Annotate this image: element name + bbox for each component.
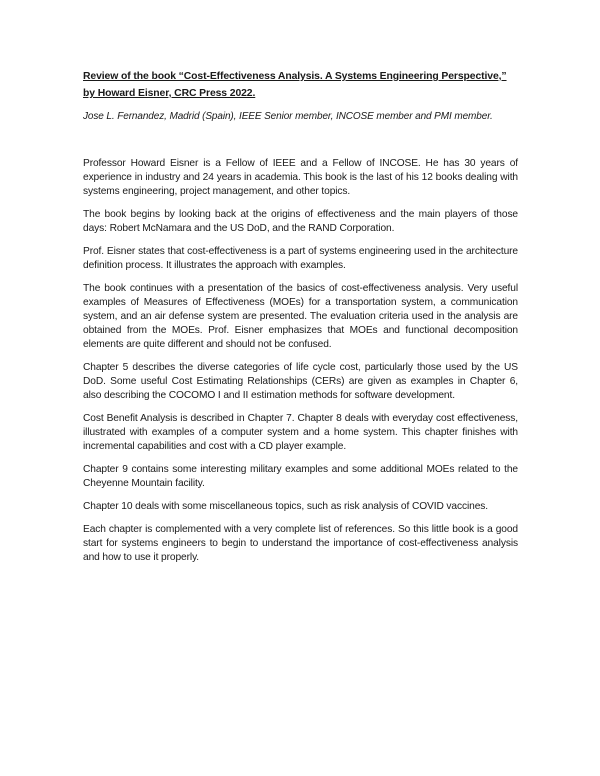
document-title: Review of the book “Cost-Effectiveness Analysis. A Systems Engineering Perspective,” by Howard Eisner, CRC Press 2022.	[83, 71, 507, 99]
paragraph-chapter-10: Chapter 10 deals with some miscellaneous topics, such as risk analysis of COVID vaccines.	[83, 501, 489, 512]
document-page	[83, 68, 518, 574]
paragraph-basics: The book continues with a presentation of the basics of cost-effectiveness analysis. Very useful examples of Measures of Effectiveness (MOEs) for a transportation system, a communication system, and an air defense system are presented. The evaluation criteria used in the analysis are obtained from the MOEs. Prof. Eisner emphasizes that MOEs and functional decomposition elements are quite different and should not be confused.	[83, 283, 518, 350]
paragraph-origins: The book begins by looking back at the origins of effectiveness and the main players of those days: Robert McNamara and the US DoD, and the RAND Corporation.	[83, 209, 518, 234]
paragraph-chapter-9: Chapter 9 contains some interesting military examples and some additional MOEs related to the Cheyenne Mountain facility.	[83, 464, 518, 489]
paragraph-chapter-5: Chapter 5 describes the diverse categories of life cycle cost, particularly those used by the US DoD. Some useful Cost Estimating Relationships (CERs) are given as examples in Chapter 6, also describing the COCOMO I and II estimation methods for software development.	[83, 362, 518, 401]
paragraph-architecture: Prof. Eisner states that cost-effectiveness is a part of systems engineering used in the architecture definition process. It illustrates the approach with examples.	[83, 246, 518, 271]
paragraph-conclusion: Each chapter is complemented with a very complete list of references. So this little book is a good start for systems engineers to begin to understand the importance of cost-effectiveness analysis and how to use it properly.	[83, 524, 518, 563]
paragraph-chapter-7: Cost Benefit Analysis is described in Chapter 7. Chapter 8 deals with everyday cost effectiveness, illustrated with examples of a computer system and a home system. This chapter finishes with incremental capabilities and cost with a CD player example.	[83, 413, 518, 452]
document-body	[83, 157, 518, 565]
author-line: Jose L. Fernandez, Madrid (Spain), IEEE Senior member, INCOSE member and PMI member.	[83, 111, 493, 122]
paragraph-intro: Professor Howard Eisner is a Fellow of IEEE and a Fellow of INCOSE. He has 30 years of experience in industry and 24 years in academia. This book is the last of his 12 books dealing with systems engineering, project management, and other topics.	[83, 158, 518, 197]
